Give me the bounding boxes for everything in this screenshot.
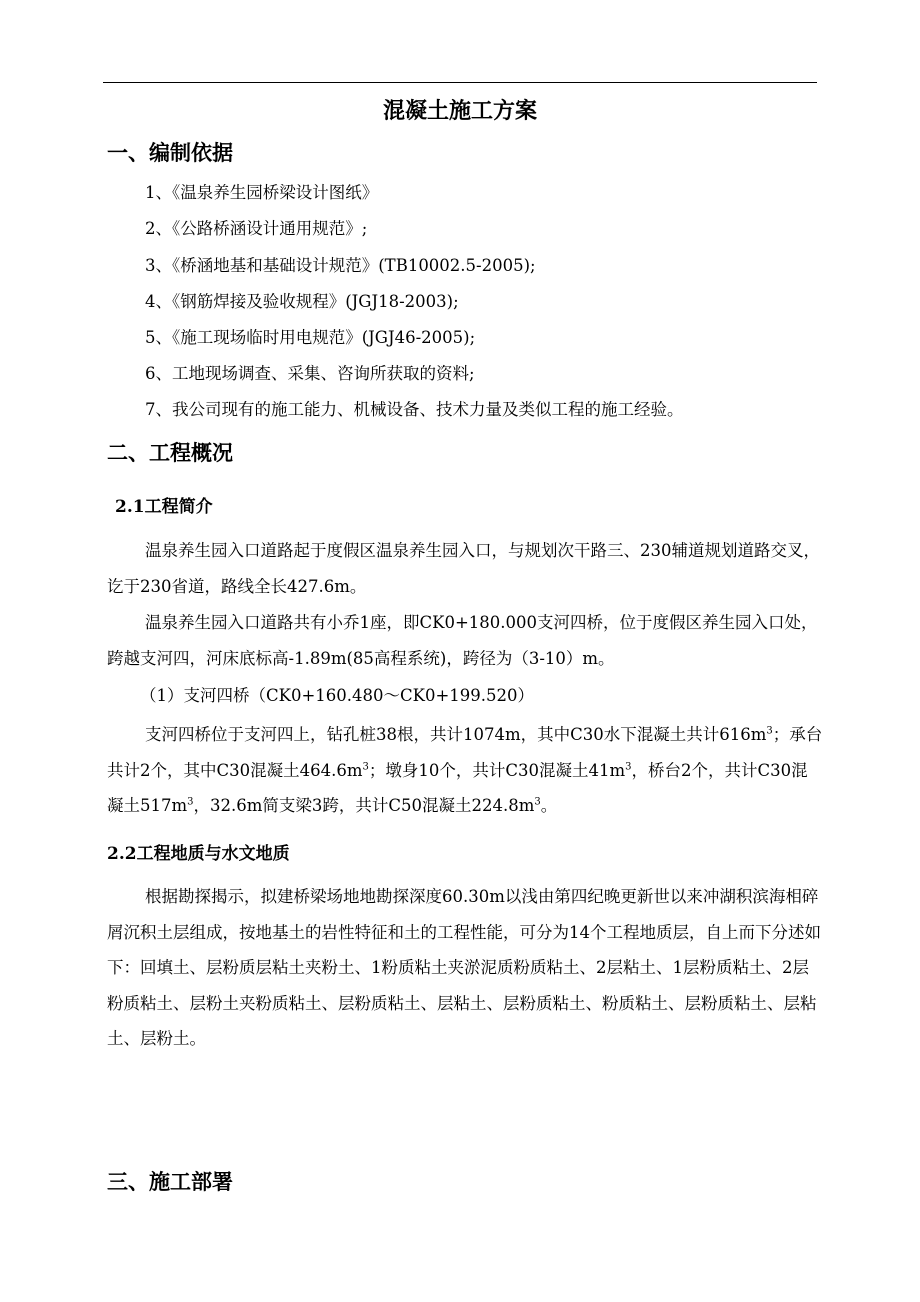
geology-paragraph: 根据勘探揭示，拟建桥梁场地地勘探深度60.30m以浅由第四纪晚更新世以来冲湖积滨海相碎屑沉积土层组成，按地基土的岩性特征和土的工程性能，可分为14个工程地质层，自上而下分述如下：回填土、层粉质层粘土夹粉土、1粉质粘土夹淤泥质粉质粘土、2层粘土、1层粉质粘土、2层粉质粘土、层粉土夹粉质粘土、层粉质粘土、层粘土、层粉质粘土、粉质粘土、层粉质粘土、层粘土、层粉土。 [107, 887, 821, 1048]
unit-superscript: 3 [187, 796, 194, 808]
intro-paragraph-2: 温泉养生园入口道路共有小乔1座，即CK0+180.000支河四桥，位于度假区养生园入口处，跨越支河四，河床底标高-1.89m(85高程系统)，跨径为（3-10）m。 [107, 613, 818, 668]
bridge-item: （1）支河四桥（CK0+160.480～CK0+199.520） [140, 686, 535, 705]
subsection-heading-intro: 2.1工程简介 [115, 497, 213, 517]
subsection-heading-geology: 2.2工程地质与水文地质 [107, 844, 290, 864]
bridge-description: 支河四桥位于支河四上，钻孔桩38根，共计1074m，其中C30水下混凝土共计$616m^3$；承台共计2个，其中C30混凝土$464.6m^3$；墩身10个，共计C30混凝土$41m^3$，桥台2个，共计C30混凝土$517m^3$，32.6m简支梁3跨，共计C50混凝土$224.8m^3$。 [107, 725, 823, 815]
unit-superscript: 3 [362, 761, 369, 772]
unit-superscript: 3 [625, 761, 632, 772]
header-rule [103, 82, 817, 83]
section-heading-deployment: 三、施工部署 [107, 1169, 233, 1194]
intro-paragraph-1: 温泉养生园入口道路起于度假区温泉养生园入口，与规划次干路三、230辅道规划道路交叉，讫于230省道，路线全长427.6m。 [107, 541, 820, 596]
document-title: 混凝土施工方案 [382, 98, 537, 124]
basis-item-1: 1、《温泉养生园桥梁设计图纸》 [145, 183, 379, 202]
basis-item-7: 7、我公司现有的施工能力、机械设备、技术力量及类似工程的施工经验。 [145, 400, 684, 419]
basis-item-4: 4、《钢筋焊接及验收规程》(JGJ18-2003); [145, 292, 459, 311]
section-heading-overview: 二、工程概况 [107, 440, 233, 465]
basis-item-6: 6、工地现场调查、采集、咨询所获取的资料; [145, 364, 475, 383]
section-heading-basis: 一、编制依据 [107, 140, 233, 165]
basis-item-2: 2、《公路桥涵设计通用规范》; [145, 219, 368, 238]
basis-item-5: 5、《施工现场临时用电规范》(JGJ46-2005); [145, 328, 476, 347]
unit-superscript: 3 [534, 796, 541, 808]
basis-item-3: 3、《桥涵地基和基础设计规范》(TB10002.5-2005); [145, 256, 536, 275]
unit-superscript: 3 [766, 725, 773, 737]
